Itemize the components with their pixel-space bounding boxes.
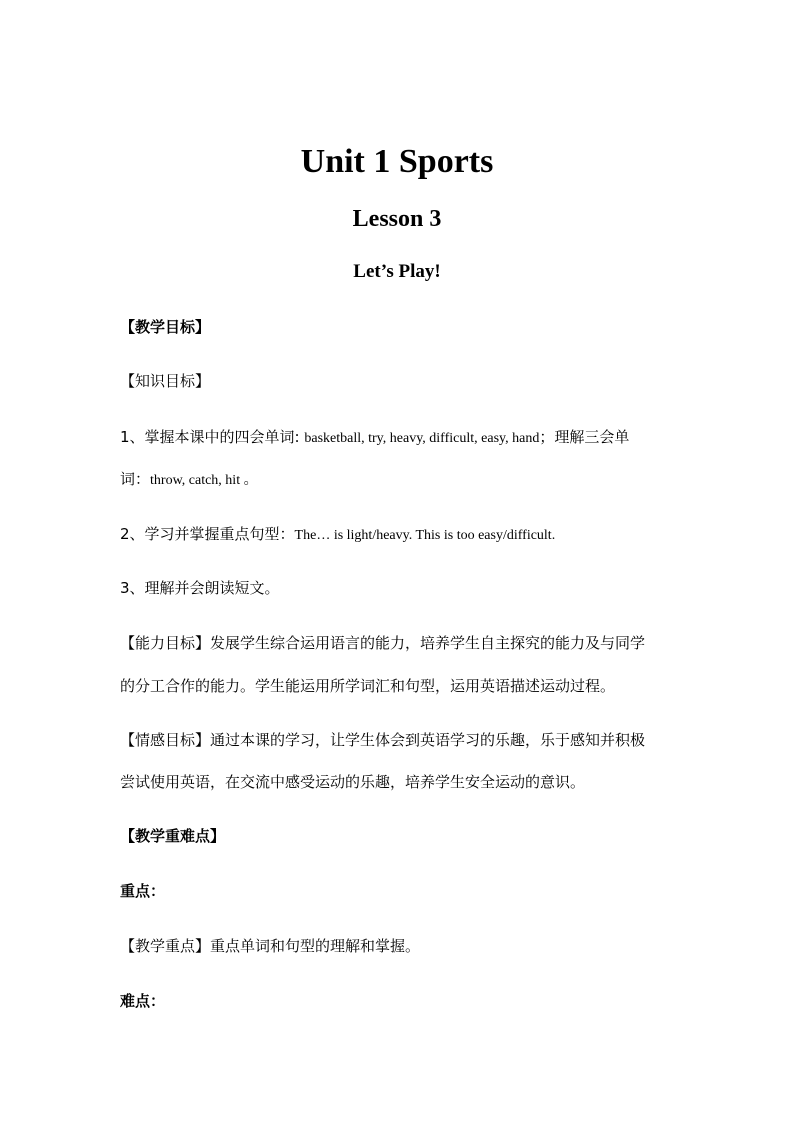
item2-sentence-patterns: The… is light/heavy. This is too easy/difficult.	[294, 528, 556, 543]
knowledge-item-1-line-2	[120, 468, 680, 492]
difficult-points-label: 难点：	[120, 992, 166, 1010]
ability-goal-line-2: 的分工合作的能力。学生能运用所学词汇和句型，运用英语描述运动过程。	[120, 677, 616, 695]
knowledge-item-2	[120, 523, 680, 547]
teaching-goals-heading: 【教学目标】	[120, 318, 211, 336]
knowledge-goals-heading: 【知识目标】	[120, 372, 211, 390]
item1-words: basketball, try, heavy, difficult, easy, hand	[304, 431, 540, 446]
key-points-label: 重点：	[120, 882, 166, 900]
knowledge-item-1-line-1	[120, 426, 680, 450]
knowledge-item-3: 3、理解并会朗读短文。	[120, 579, 280, 597]
page-title: Unit 1 Sports	[300, 143, 494, 180]
item1-words-2: throw, catch, hit 。	[150, 473, 258, 488]
emotion-goal-line-2: 尝试使用英语，在交流中感受运动的乐趣，培养学生安全运动的意识。	[120, 773, 586, 791]
lesson-heading: Lesson 3	[352, 206, 442, 232]
item1-cn-label: 词：	[120, 470, 151, 488]
emotion-goal-line-1: 【情感目标】通过本课的学习，让学生体会到英语学习的乐趣，乐于感知并积极	[120, 731, 646, 749]
item2-cn-text: 2、学习并掌握重点句型：	[120, 525, 295, 543]
item1-cn-text: 1、掌握本课中的四会单词:	[120, 428, 305, 446]
lesson-subtitle: Let’s Play!	[353, 261, 441, 282]
key-points-text: 【教学重点】重点单词和句型的理解和掌握。	[120, 937, 421, 955]
key-difficult-heading: 【教学重难点】	[120, 827, 226, 845]
ability-goal-line-1: 【能力目标】发展学生综合运用语言的能力，培养学生自主探究的能力及与同学	[120, 634, 646, 652]
item1-cn-text-2: ；理解三会单	[539, 428, 630, 446]
